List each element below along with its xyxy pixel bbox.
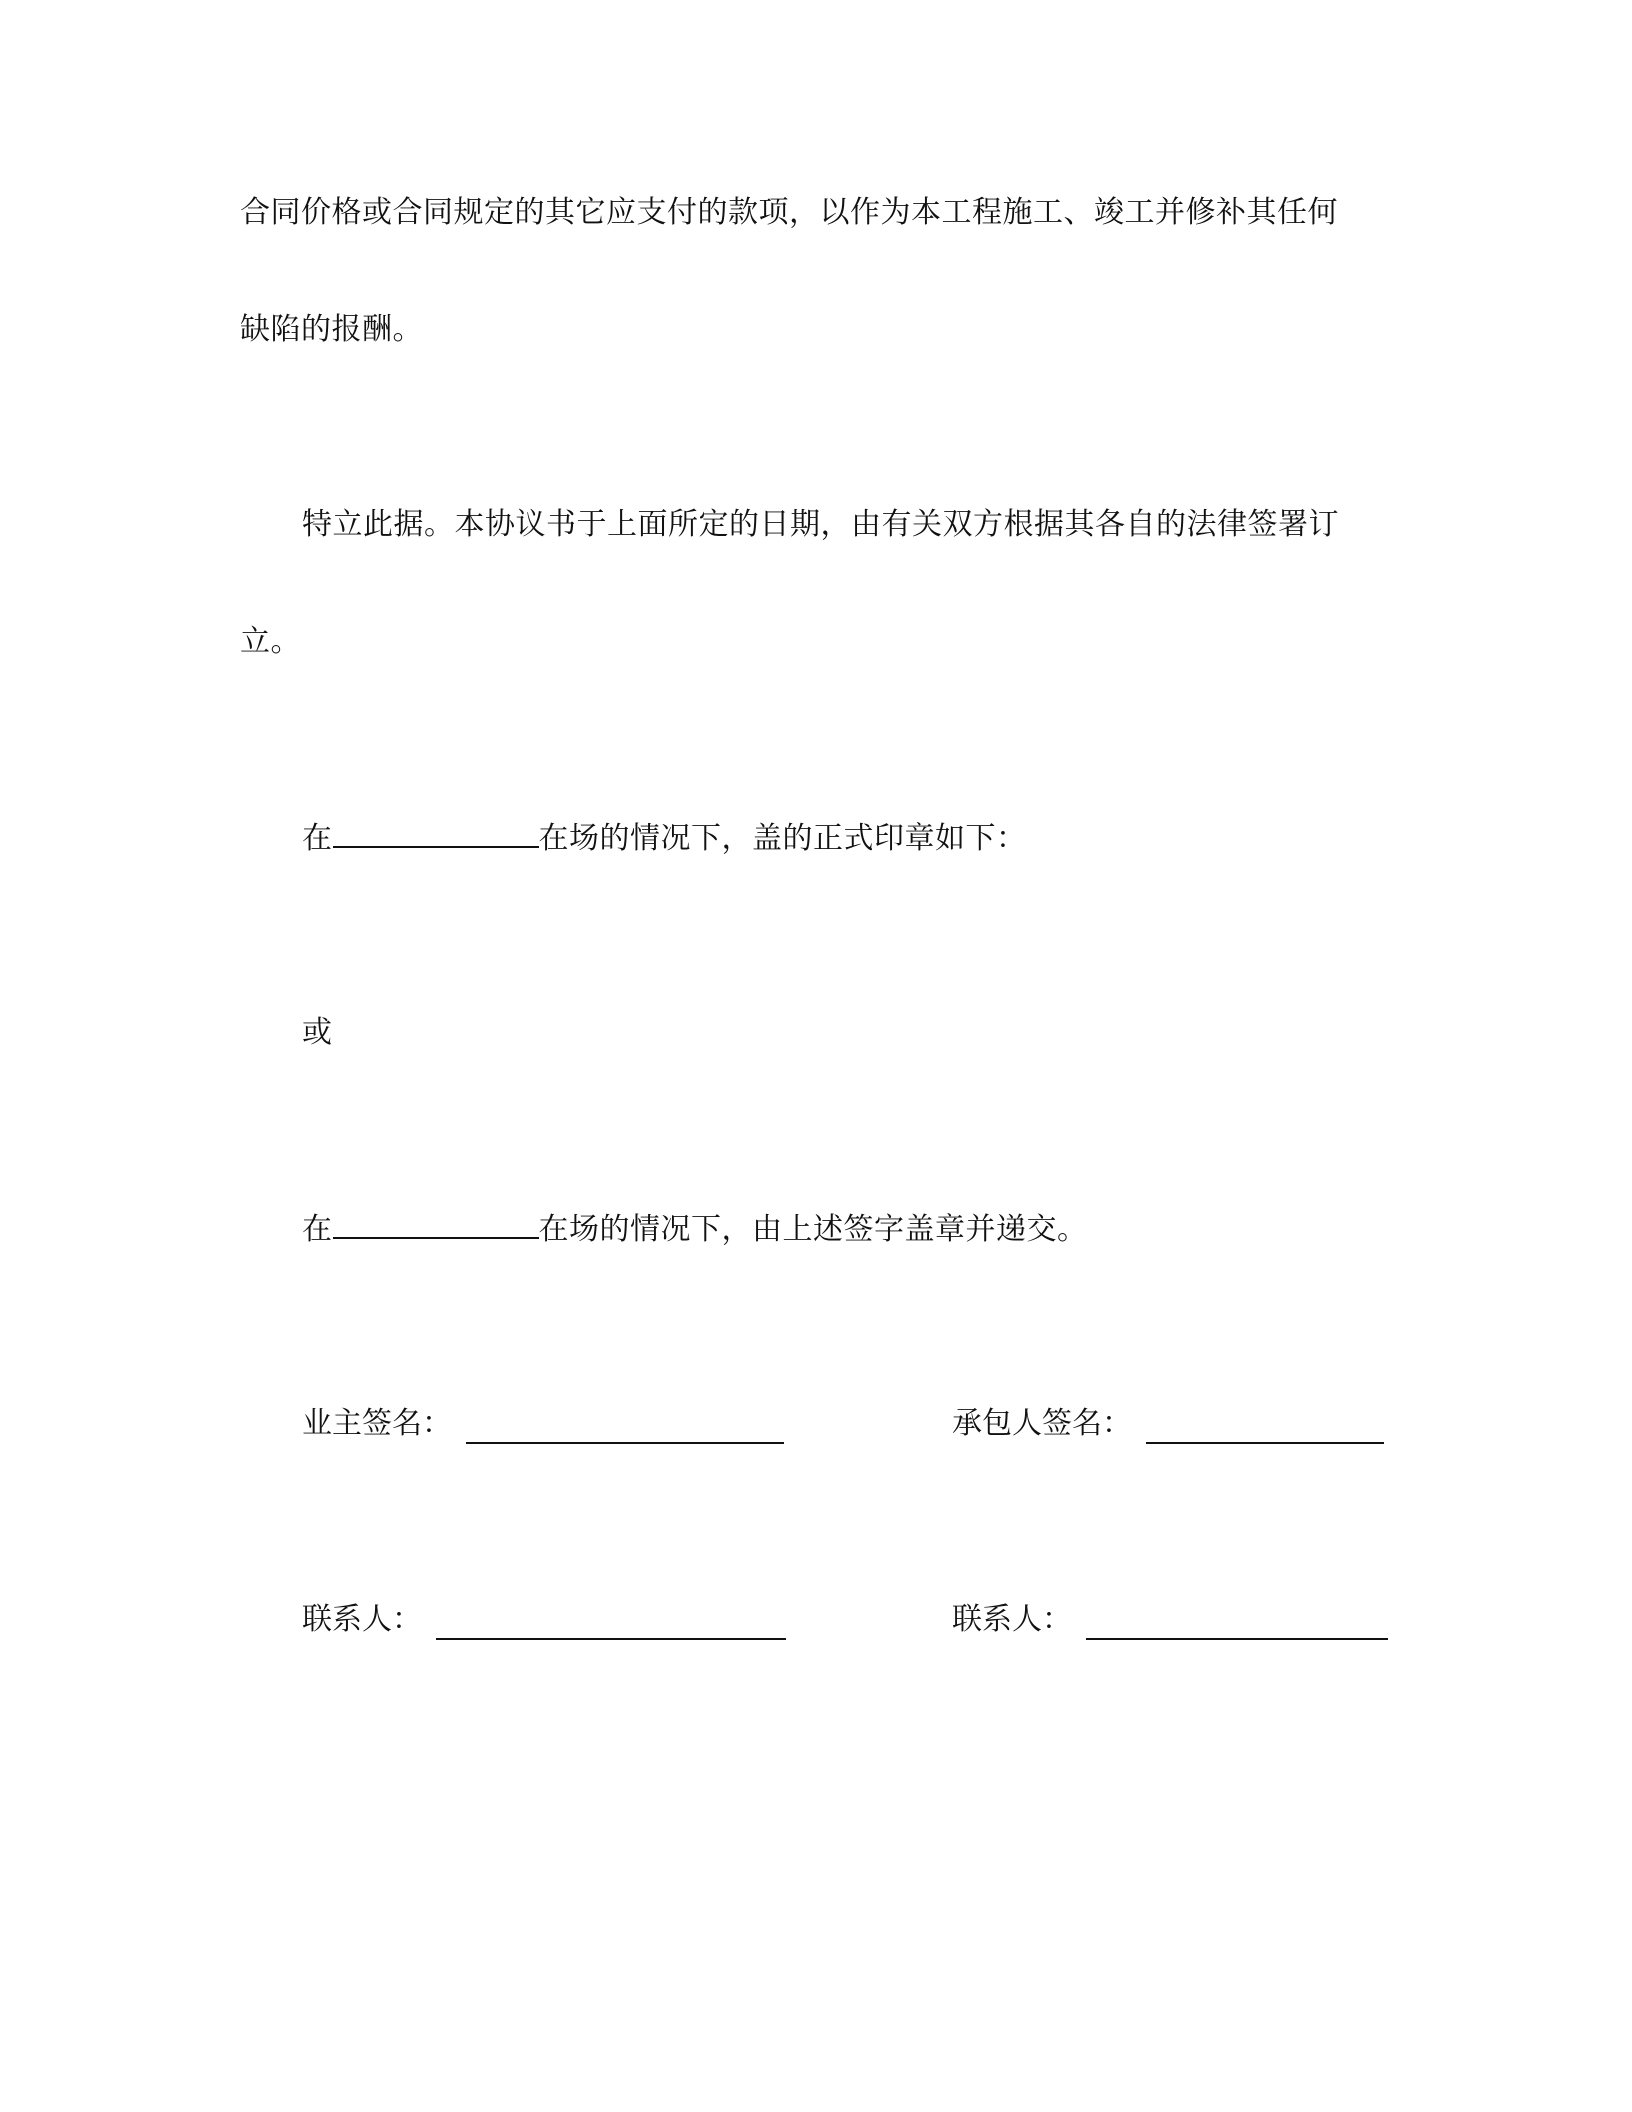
witness-sign-sentence	[302, 1209, 1088, 1250]
witness-seal-blank-field[interactable]	[333, 818, 539, 848]
contractor-signature-label: 承包人签名：	[952, 1406, 1132, 1441]
paragraph2-line1: 特立此据。本协议书于上面所定的日期，由有关双方根据其各自的法律签署订	[302, 507, 1339, 542]
contractor-contact-field	[952, 1600, 1388, 1640]
owner-signature-line[interactable]	[466, 1412, 784, 1444]
contractor-contact-line[interactable]	[1086, 1608, 1388, 1640]
witness-seal-prefix: 在	[302, 821, 333, 856]
witness-sign-blank-field[interactable]	[333, 1209, 539, 1239]
witness-sign-suffix: 在场的情况下，由上述签字盖章并递交。	[538, 1212, 1088, 1247]
witness-seal-sentence	[302, 818, 1027, 859]
paragraph1-line1: 合同价格或合同规定的其它应支付的款项，以作为本工程施工、竣工并修补其任何	[240, 195, 1338, 230]
contractor-contact-label: 联系人：	[952, 1602, 1072, 1637]
contractor-signature-field	[952, 1404, 1384, 1444]
paragraph2-line2: 立。	[240, 624, 301, 659]
owner-signature-label: 业主签名：	[302, 1406, 452, 1441]
witness-sign-prefix: 在	[302, 1212, 333, 1247]
owner-signature-field	[302, 1404, 784, 1444]
witness-seal-suffix: 在场的情况下，盖的正式印章如下：	[538, 821, 1027, 856]
or-text: 或	[302, 1015, 333, 1050]
owner-contact-field	[302, 1600, 786, 1640]
contractor-signature-line[interactable]	[1146, 1412, 1384, 1444]
paragraph1-line2: 缺陷的报酬。	[240, 312, 423, 347]
owner-contact-label: 联系人：	[302, 1602, 422, 1637]
owner-contact-line[interactable]	[436, 1608, 786, 1640]
